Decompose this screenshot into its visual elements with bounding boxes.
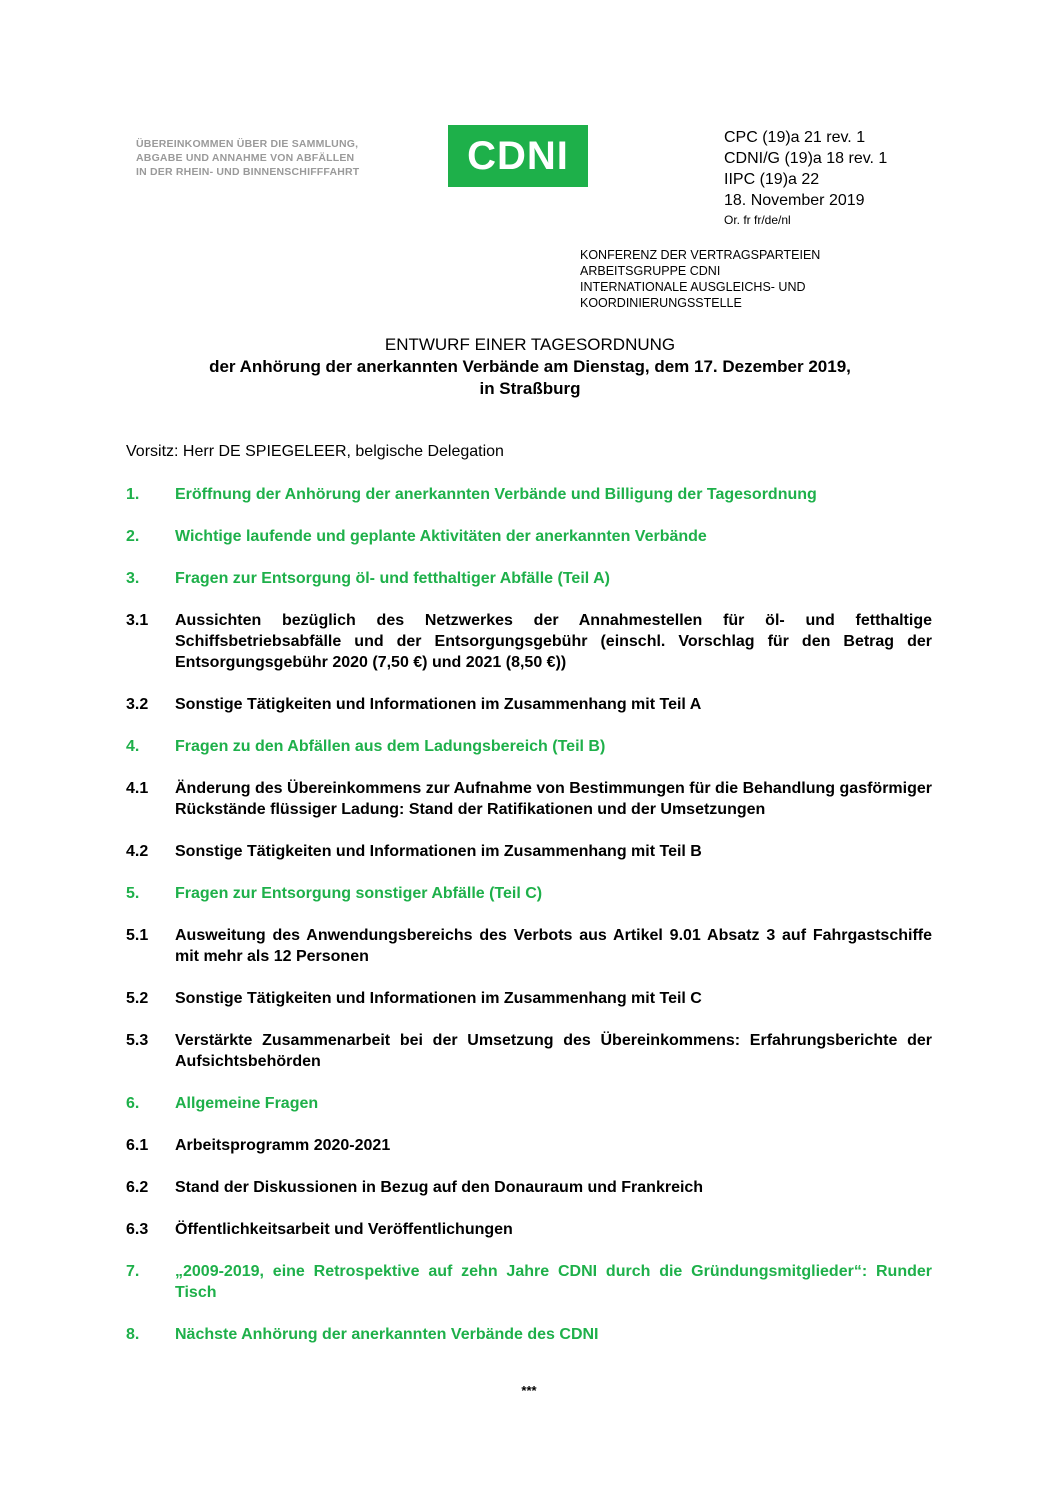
organization-name [136,137,359,179]
agenda-item-number: 4.2 [126,843,149,860]
agenda-item-text: Öffentlichkeitsarbeit und Veröffentlichungen [175,1221,513,1238]
agenda-item-text: Verstärkte Zusammenarbeit bei der Umsetzung des Übereinkommens: Erfahrungsberichte der Aufsichtsbehörden [175,1032,932,1070]
agenda-item-number: 7. [126,1263,140,1280]
agenda-item [126,1324,932,1345]
agenda-item-text: Wichtige laufende und geplante Aktivitäten der anerkannten Verbände [175,528,707,545]
agenda-item-number: 5.2 [126,990,149,1007]
agenda-item-text: Stand der Diskussionen in Bezug auf den Donauraum und Frankreich [175,1179,704,1196]
agenda-item-number: 1. [126,486,140,503]
committee-list [580,247,820,311]
agenda-item [126,484,932,505]
cdni-logo [448,125,588,187]
agenda-item [126,778,932,820]
agenda-item-text: Sonstige Tätigkeiten und Informationen im Zusammenhang mit Teil C [175,990,702,1007]
organization-line: IN DER RHEIN- UND BINNENSCHIFFFAHRT [136,166,360,178]
agenda-item-number: 3. [126,570,140,587]
reference-line: CDNI/G (19)a 18 rev. 1 [724,150,888,167]
organization-line: ÜBEREINKOMMEN ÜBER DIE SAMMLUNG, [136,138,359,150]
end-marker: *** [521,1383,537,1398]
agenda-item-text: Eröffnung der Anhörung der anerkannten Verbände und Billigung der Tagesordnung [175,486,817,503]
agenda-item-text: Fragen zur Entsorgung sonstiger Abfälle (Teil C) [175,885,543,902]
committee-line: INTERNATIONALE AUSGLEICHS- UND [580,280,806,294]
agenda-item [126,694,932,715]
agenda-item-text: Fragen zur Entsorgung öl- und fetthaltiger Abfälle (Teil A) [175,570,610,587]
agenda-item-text: Nächste Anhörung der anerkannten Verbände des CDNI [175,1326,599,1343]
agenda-item-number: 3.1 [126,612,149,629]
title-subtitle: der Anhörung der anerkannten Verbände am Dienstag, dem 17. Dezember 2019, [209,357,851,376]
agenda-item [126,1261,932,1303]
agenda-item-number: 6. [126,1095,140,1112]
organization-line: ABGABE UND ANNAHME VON ABFÄLLEN [136,152,355,164]
agenda-item [126,1135,932,1156]
agenda-item-number: 4.1 [126,780,149,797]
agenda-item-text: Änderung des Übereinkommens zur Aufnahme von Bestimmungen für die Behandlung gasförmiger Rückstände flüssiger Ladung: Stand der Ratifikationen und der Umsetzungen [175,780,932,818]
reference-line: IIPC (19)a 22 [724,171,820,188]
agenda-item-number: 4. [126,738,140,755]
agenda-item-text: „2009-2019, eine Retrospektive auf zehn Jahre CDNI durch die Gründungsmitglieder“: Runder Tisch [175,1263,932,1301]
agenda-item-text: Ausweitung des Anwendungsbereichs des Verbots aus Artikel 9.01 Absatz 3 auf Fahrgastschiffe mit mehr als 12 Personen [175,927,932,965]
agenda-item-number: 5.3 [126,1032,149,1049]
agenda-item-number: 6.1 [126,1137,149,1154]
title-main: ENTWURF EINER TAGESORDNUNG [384,335,676,354]
agenda-item [126,1177,932,1198]
agenda-item [126,736,932,757]
agenda-item-text: Sonstige Tätigkeiten und Informationen im Zusammenhang mit Teil A [175,696,702,713]
agenda-item [126,925,932,967]
agenda-item [126,988,932,1009]
agenda-item [126,526,932,547]
agenda-item-number: 5.1 [126,927,149,944]
agenda-item-number: 2. [126,528,140,545]
agenda-item [126,1093,932,1114]
agenda-item [126,841,932,862]
committee-line: KONFERENZ DER VERTRAGSPARTEIEN [580,248,821,262]
committee-line: KOORDINIERUNGSSTELLE [580,296,742,310]
agenda-item-text: Fragen zu den Abfällen aus dem Ladungsbereich (Teil B) [175,738,606,755]
chair-line: Vorsitz: Herr DE SPIEGELEER, belgische Delegation [126,443,504,460]
agenda-item [126,1030,932,1072]
agenda-item-text: Allgemeine Fragen [175,1095,319,1112]
agenda-item-text: Arbeitsprogramm 2020-2021 [175,1137,391,1154]
agenda-item-number: 3.2 [126,696,149,713]
document-date: 18. November 2019 [724,192,865,209]
title-location: in Straßburg [479,379,581,398]
agenda-item-text: Aussichten bezüglich des Netzwerkes der Annahmestellen für öl- und fetthaltige Schiffsbetriebsabfälle und der Entsorgungsgebühr (einschl. Vorschlag für den Betrag der Entsorgungsgebühr 2020 (7,50 €) und 2021 (8,50 €)) [175,612,932,671]
agenda-item [126,883,932,904]
agenda-item-number: 5. [126,885,140,902]
document-title [130,334,930,400]
reference-line: CPC (19)a 21 rev. 1 [724,129,866,146]
agenda-item-number: 6.3 [126,1221,149,1238]
agenda-item-number: 8. [126,1326,140,1343]
logo-text: CDNI [467,133,569,178]
document-references [724,127,887,229]
agenda-item [126,1219,932,1240]
agenda-item-number: 6.2 [126,1179,149,1196]
agenda-list [126,484,932,1345]
original-languages: Or. fr fr/de/nl [724,213,791,227]
agenda-item-text: Sonstige Tätigkeiten und Informationen im Zusammenhang mit Teil B [175,843,702,860]
committee-line: ARBEITSGRUPPE CDNI [580,264,721,278]
agenda-item [126,568,932,589]
agenda-item [126,610,932,673]
